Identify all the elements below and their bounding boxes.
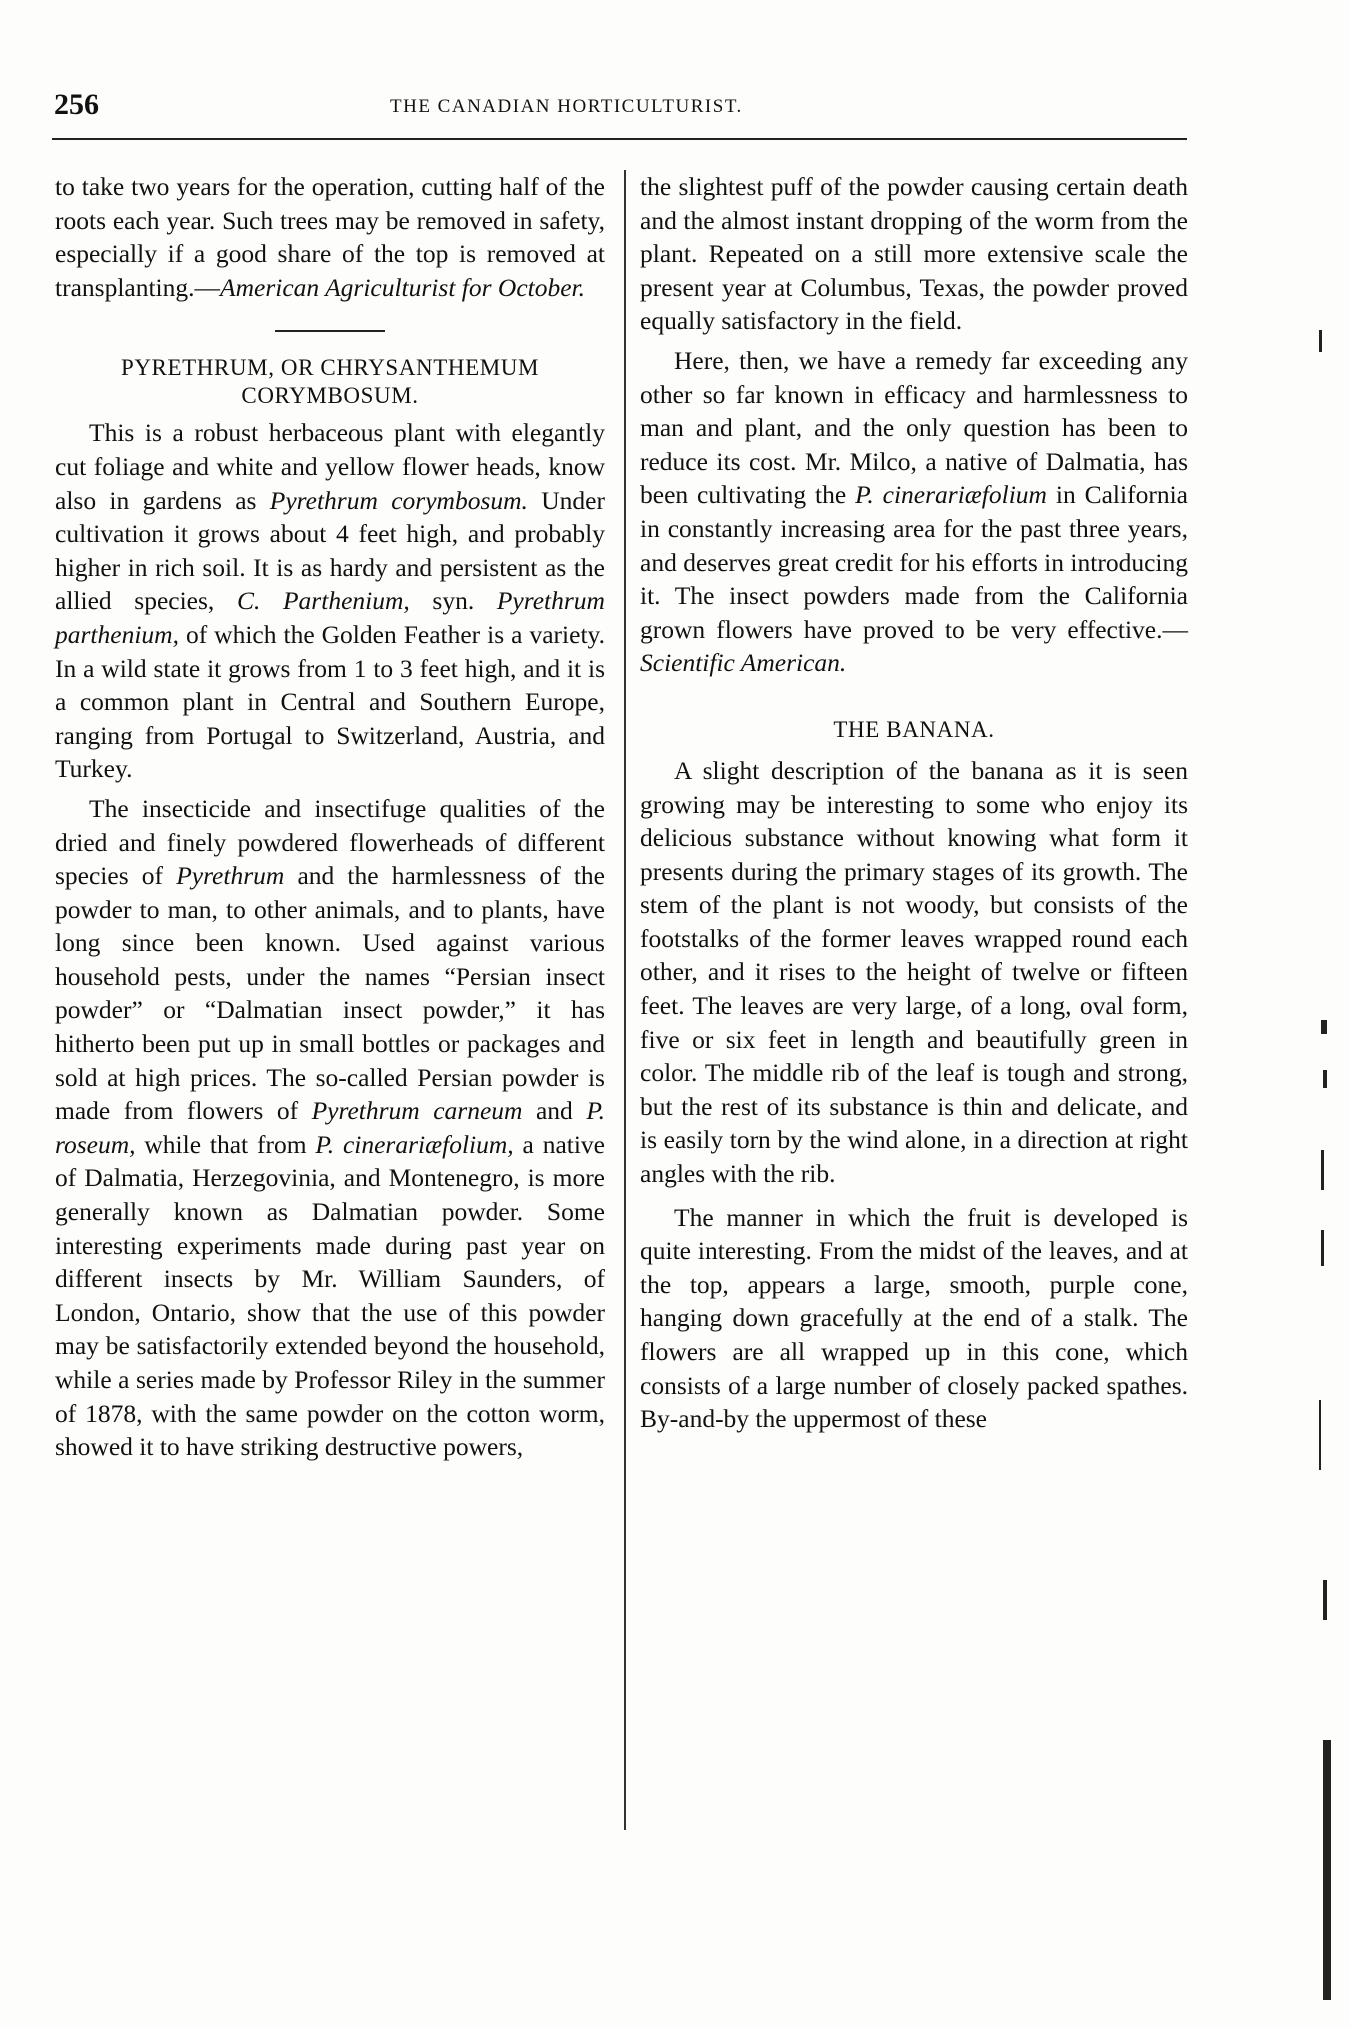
paragraph-insecticide: [55, 792, 605, 1464]
text: in California in constantly increasing area for the past three years, and deserves great credit for his efforts in introducing it. The insect powders made from the California grown flowers have proved to be very effective.—: [640, 480, 1188, 644]
text: to take two years for the operation, cutting half of the roots each year. Such trees may be removed in safety, especially if a good share of the top is removed at transplanting.—: [55, 172, 605, 302]
scan-edge-marks: [1315, 300, 1345, 2000]
italic-text: P. cinerariæfolium,: [315, 1129, 514, 1159]
column-divider: [624, 170, 626, 1830]
italic-text: Pyrethrum corymbosum.: [269, 485, 528, 515]
section-heading-pyrethrum: PYRETHRUM, OR CHRYSANTHEMUM CORYMBOSUM.: [120, 355, 540, 409]
text: Under cultivation it grows about 4 feet high, and probably higher in rich soil. It is as hardy and persistent as the allied species,: [55, 485, 605, 616]
page-number: 256: [54, 88, 99, 121]
text: syn.: [409, 586, 497, 616]
italic-text: Pyrethrum carneum: [311, 1096, 523, 1126]
left-column: [55, 170, 605, 1464]
paragraph-remedy: [640, 344, 1188, 680]
paragraph-continuation: [55, 170, 605, 304]
paragraph-continuation: the slightest puff of the powder causing certain death and the almost instant dropping of the worm from the plant. Repeated on a still more extensive scale the present year at Columbus, Texas, the powder proved equally satisfactory in the field.: [640, 172, 1188, 336]
italic-text: P. cinerariæfolium: [855, 480, 1047, 510]
paragraph-banana-fruit: The manner in which the fruit is developed is quite interesting. From the midst of the leaves, and at the top, appears a large, smooth, purple cone, hanging down gracefully at the end of a stalk. The flowers are all wrapped up in this cone, which consists of a large number of closely packed spathes. By-and-by the uppermost of these: [640, 1202, 1188, 1434]
section-heading-banana: THE BANANA.: [833, 716, 995, 742]
paragraph-banana-description: A slight description of the banana as it is seen growing may be interesting to some who enjoy its delicious substance without knowing what form it presents during the primary stages of its growth. The stem of the plant is not woody, but consists of the footstalks of the former leaves wrapped round each other, and it rises to the height of twelve or fifteen feet. The leaves are very large, of a long, oval form, five or six feet in length and beautifully green in color. The middle rib of the leaf is tough and strong, but the rest of its substance is thin and delicate, and is easily torn by the wind alone, in a direction at right angles with the rib.: [640, 755, 1188, 1189]
text: Here, then, we have a remedy far exceeding any other so far known in efficacy and harmlessness to man and plant, and the only question has been to reduce its cost. Mr. Milco, a native of Dalmatia, has been cultivating the: [640, 345, 1188, 510]
running-title: THE CANADIAN HORTICULTURIST.: [390, 96, 743, 117]
text: This is a robust herbaceous plant with elegantly cut foliage and white and yellow flower heads, know also in gardens as: [55, 418, 605, 515]
header-rule: [52, 138, 1187, 140]
text: The insecticide and insectifuge qualities of the dried and finely powdered flowerheads of different species of: [55, 793, 605, 891]
text: and the harmlessness of the powder to man, to other animals, and to plants, have long since been known. Used against various household pests, under the names “Persian insect powder” or “Dalmatian insect powder,” it has hitherto been put up in small bottles or packages and sold at high prices. The so-called Persian powder is made from flowers of: [55, 861, 605, 1126]
paragraph-pyrethrum-description: [55, 416, 605, 786]
text: while that from: [135, 1129, 316, 1159]
italic-text: P. roseum,: [55, 1096, 605, 1159]
italic-text: C. Parthenium,: [236, 586, 410, 616]
section-divider: [275, 330, 385, 332]
page-header: [50, 88, 1190, 138]
right-column: [640, 170, 1188, 1436]
text: and: [522, 1096, 587, 1126]
text: a native of Dalmatia, Herzegovinia, and Montenegro, is more generally known as Dalmatian powder. Some interesting experiments made during past year on different insects by Mr. William Saunders, of London, Ontario, show that the use of this powder may be satisfactorily extended beyond the household, while a series made by Professor Riley in the summer of 1878, with the same powder on the cotton worm, showed it to have striking destructive powers,: [55, 1129, 605, 1462]
text: of which the Golden Feather is a variety. In a wild state it grows from 1 to 3 feet high, and it is a common plant in Central and Southern Europe, ranging from Portugal to Switzerland, Austria, and Turkey.: [55, 619, 605, 784]
italic-text: Pyrethrum: [176, 861, 285, 891]
italic-text: Pyrethrum parthenium,: [55, 586, 605, 649]
source-citation: Scientific American.: [640, 648, 847, 678]
source-citation: American Agriculturist for October.: [220, 272, 586, 302]
